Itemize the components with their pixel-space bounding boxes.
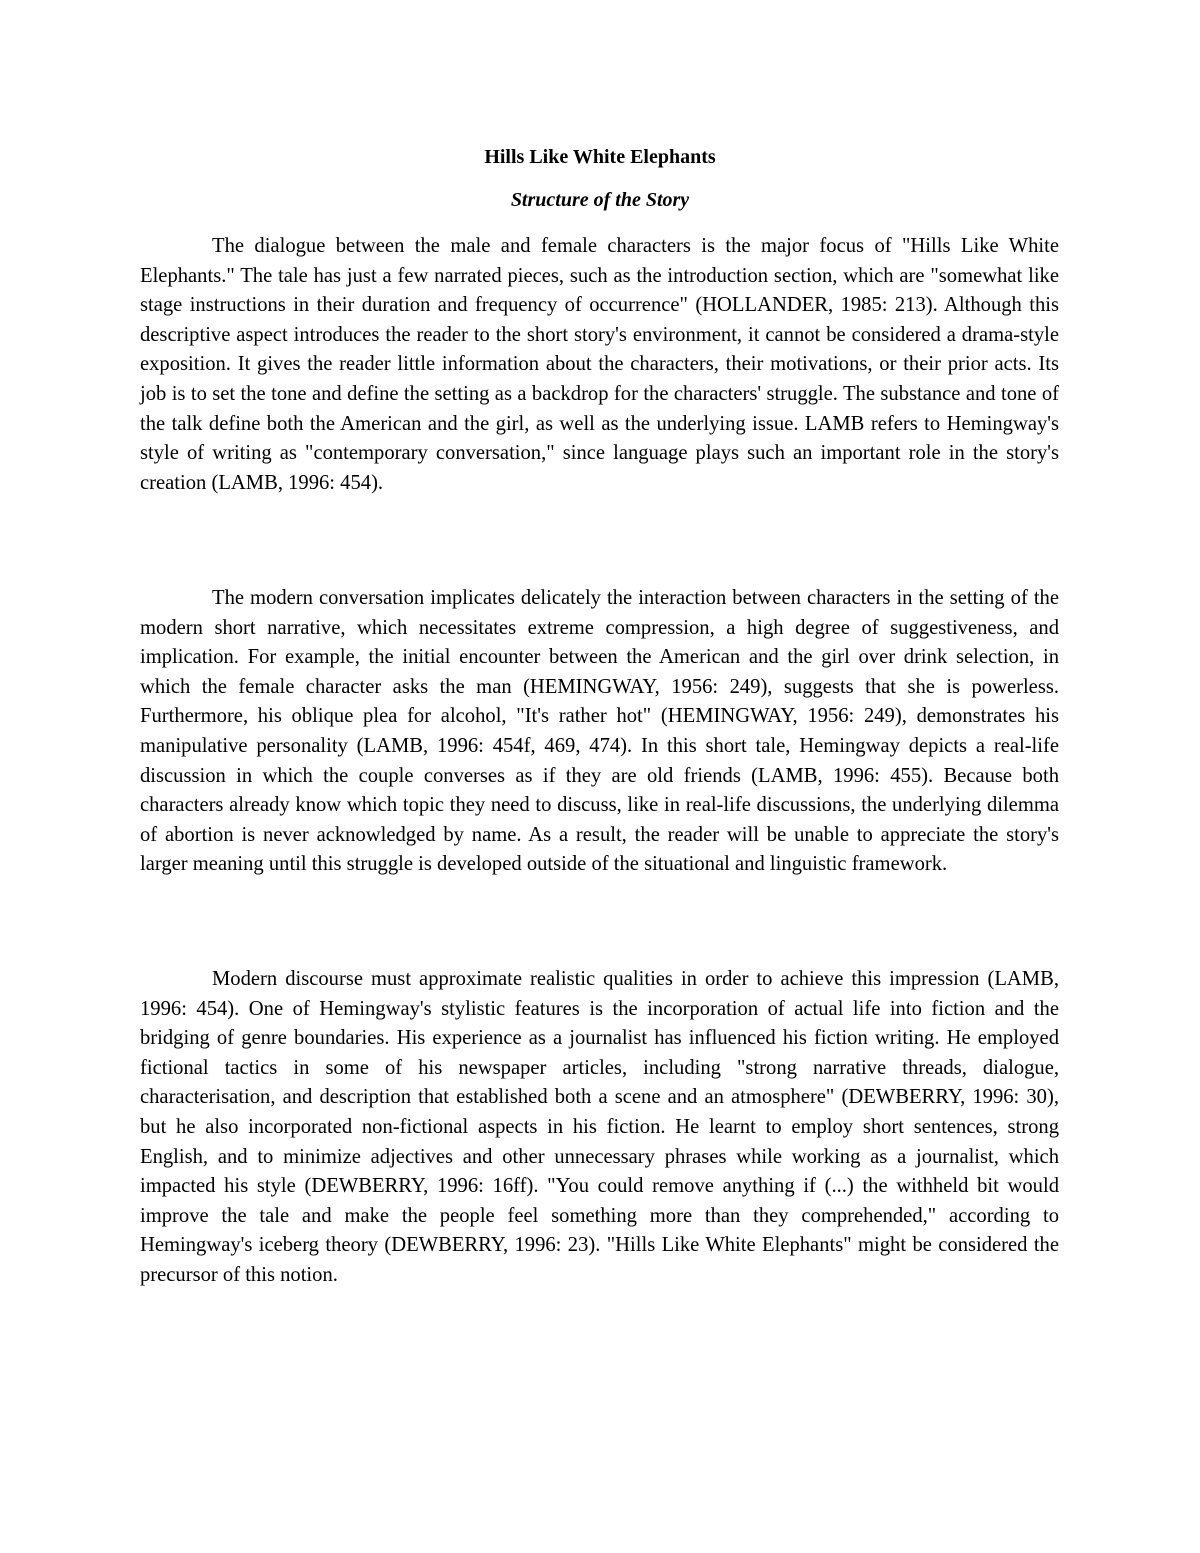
body-paragraph-1: The dialogue between the male and female characters is the major focus of "Hills Like White Elephants." The tale has just a few narrated pieces, such as the introduction section, which are "somewhat like stage instructions in their duration and frequency of occurrence" (HOLLANDER, 1985: 213). Although this descriptive aspect introduces the reader to the short story's environment, it cannot be considered a drama-style exposition. It gives the reader little information about the characters, their motivations, or their prior acts. Its job is to set the tone and define the setting as a backdrop for the characters' struggle. The substance and tone of the talk define both the American and the girl, as well as the underlying issue. LAMB refers to Hemingway's style of writing as "contemporary conversation," since language plays such an important role in the story's creation (LAMB, 1996: 454). — [140, 235, 1059, 494]
body-paragraph-3: Modern discourse must approximate realistic qualities in order to achieve this impression (LAMB, 1996: 454). One of Hemingway's stylistic features is the incorporation of actual life into fiction and the bridging of genre boundaries. His experience as a journalist has influenced his fiction writing. He employed fictional tactics in some of his newspaper articles, including "strong narrative threads, dialogue, characterisation, and description that established both a scene and an atmosphere" (DEWBERRY, 1996: 30), but he also incorporated non-fictional aspects in his fiction. He learnt to employ short sentences, strong English, and to minimize adjectives and other unnecessary phrases while working as a journalist, which impacted his style (DEWBERRY, 1996: 16ff). "You could remove anything if (...) the withheld bit would improve the tale and make the people feel something more than they comprehended," according to Hemingway's iceberg theory (DEWBERRY, 1996: 23). "Hills Like White Elephants" might be considered the precursor of this notion. — [140, 968, 1059, 1286]
document-subtitle: Structure of the Story — [510, 189, 690, 211]
document-title: Hills Like White Elephants — [484, 146, 716, 168]
body-paragraph-2: The modern conversation implicates delicately the interaction between characters in the setting of the modern short narrative, which necessitates extreme compression, a high degree of suggestiveness, and implication. For example, the initial encounter between the American and the girl over drink selection, in which the female character asks the man (HEMINGWAY, 1956: 249), suggests that she is powerless. Furthermore, his oblique plea for alcohol, "It's rather hot" (HEMINGWAY, 1956: 249), demonstrates his manipulative personality (LAMB, 1996: 454f, 469, 474). In this short tale, Hemingway depicts a real-life discussion in which the couple converses as if they are old friends (LAMB, 1996: 455). Because both characters already know which topic they need to discuss, like in real-life discussions, the underlying dilemma of abortion is never acknowledged by name. As a result, the reader will be unable to appreciate the story's larger meaning until this struggle is developed outside of the situational and linguistic framework. — [140, 587, 1059, 876]
